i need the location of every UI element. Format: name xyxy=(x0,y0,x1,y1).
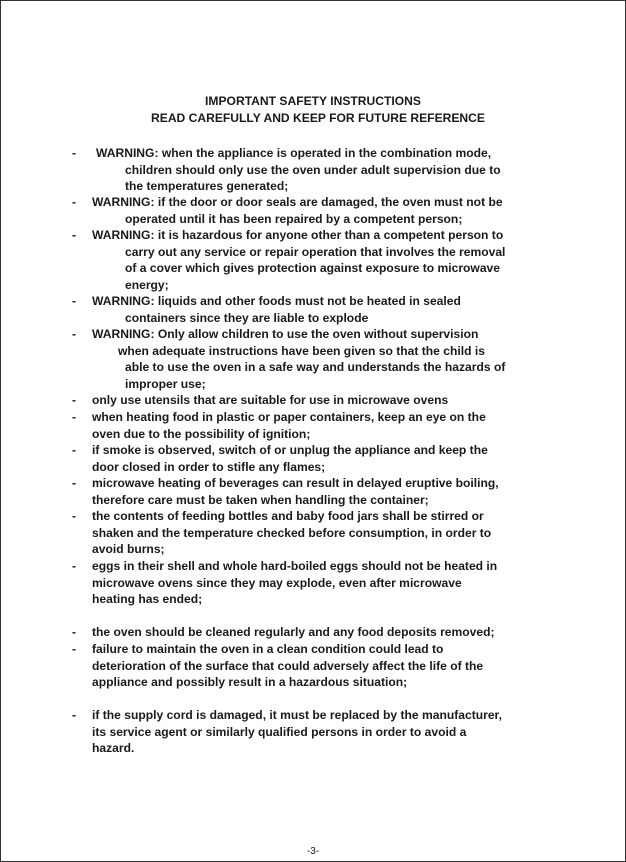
list-item-line: WARNING: Only allow children to use the oven without supervision xyxy=(92,327,479,341)
list-item-line: of a cover which gives protection against exposure to microwave xyxy=(125,261,501,276)
list-item-line: if smoke is observed, switch of or unplug the appliance and keep the xyxy=(92,443,488,457)
list-item-line: containers since they are liable to explode xyxy=(125,310,369,325)
list-bullet: - xyxy=(72,443,77,457)
list-item-line: therefore care must be taken when handling the container; xyxy=(92,492,429,507)
list-item-line: WARNING: if the door or door seals are damaged, the oven must not be xyxy=(92,195,503,209)
list-item-line: the contents of feeding bottles and baby food jars shall be stirred or xyxy=(92,509,484,523)
list-item-line: WARNING: it is hazardous for anyone other than a competent person to xyxy=(92,228,504,242)
list-item-line: hazard. xyxy=(92,741,135,756)
list-item-line: microwave heating of beverages can result in delayed eruptive boiling, xyxy=(92,476,499,490)
list-bullet: - xyxy=(72,294,77,308)
list-item-line: operated until it has been repaired by a competent person; xyxy=(125,211,463,226)
list-item-line: its service agent or similarly qualified persons in order to avoid a xyxy=(92,724,467,739)
list-item-line: oven due to the possibility of ignition; xyxy=(92,426,311,441)
list-bullet: - xyxy=(72,410,77,424)
list-item-line: microwave ovens since they may explode, even after microwave xyxy=(92,575,462,590)
list-bullet: - xyxy=(72,625,77,639)
list-bullet: - xyxy=(72,642,77,656)
list-item-line: appliance and possibly result in a hazardous situation; xyxy=(92,675,408,690)
page-title: IMPORTANT SAFETY INSTRUCTIONS xyxy=(205,94,421,108)
page-number: -3- xyxy=(306,846,320,857)
list-item-line: children should only use the oven under adult supervision due to xyxy=(125,162,501,177)
list-bullet: - xyxy=(72,708,77,722)
list-item-line: able to use the oven in a safe way and understands the hazards of xyxy=(125,360,506,375)
list-bullet: - xyxy=(72,559,77,573)
list-item-line: the temperatures generated; xyxy=(125,179,289,194)
list-bullet: - xyxy=(72,195,77,209)
list-item-line: shaken and the temperature checked before consumption, in order to xyxy=(92,525,492,540)
list-item-line: the oven should be cleaned regularly and any food deposits removed; xyxy=(92,625,495,639)
list-item-line: carry out any service or repair operation that involves the removal xyxy=(125,244,506,259)
page-subtitle: READ CAREFULLY AND KEEP FOR FUTURE REFERENCE xyxy=(151,111,485,125)
list-item-line: eggs in their shell and whole hard-boiled eggs should not be heated in xyxy=(92,559,498,573)
list-bullet: - xyxy=(72,393,77,407)
list-bullet: - xyxy=(72,476,77,490)
list-item-line: energy; xyxy=(125,277,169,292)
list-item-line: WARNING: liquids and other foods must not be heated in sealed xyxy=(92,294,461,308)
list-item-line: deterioration of the surface that could adversely affect the life of the xyxy=(92,658,484,673)
list-bullet: - xyxy=(72,146,77,160)
list-item-line: failure to maintain the oven in a clean condition could lead to xyxy=(92,642,444,656)
list-item-line: only use utensils that are suitable for use in microwave ovens xyxy=(92,393,449,407)
list-bullet: - xyxy=(72,228,77,242)
list-item-line: WARNING: when the appliance is operated in the combination mode, xyxy=(96,146,492,160)
list-item-line: heating has ended; xyxy=(92,592,203,607)
list-item-line: door closed in order to stifle any flames; xyxy=(92,459,326,474)
list-bullet: - xyxy=(72,509,77,523)
list-bullet: - xyxy=(72,327,77,341)
list-item-line: avoid burns; xyxy=(92,542,165,557)
list-item-line: when heating food in plastic or paper containers, keep an eye on the xyxy=(92,410,486,424)
list-item-line: when adequate instructions have been given so that the child is xyxy=(118,343,485,358)
list-item-line: improper use; xyxy=(125,376,206,391)
list-item-line: if the supply cord is damaged, it must be replaced by the manufacturer, xyxy=(92,708,502,722)
